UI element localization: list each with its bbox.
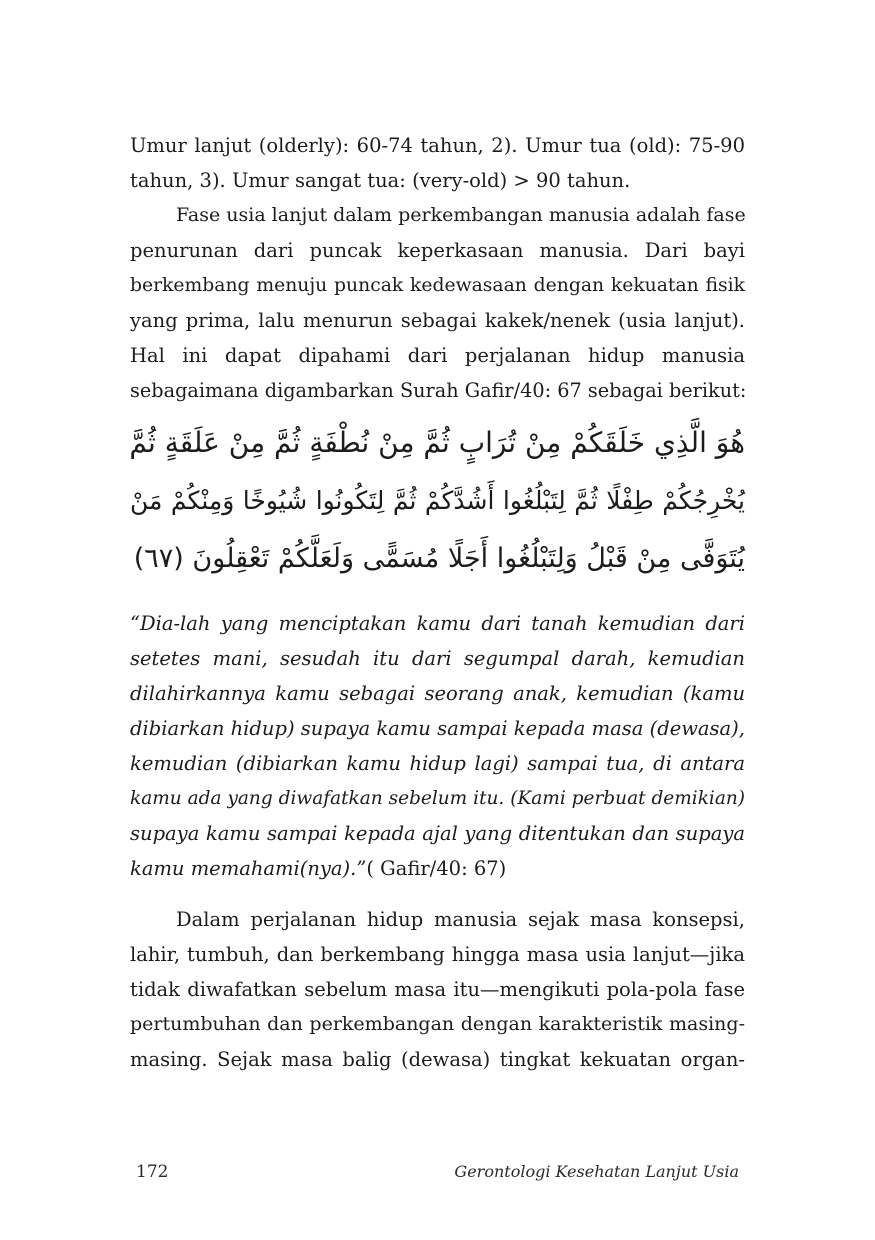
arabic-line: هُوَ الَّذِي خَلَقَكُمْ مِنْ تُرَابٍ ثُمَّ مِنْ نُطْفَةٍ ثُمَّ مِنْ عَلَقَةٍ ثُمَّ xyxy=(129,426,745,459)
text-line: tahun, 3). Umur sangat tua: (very-old) > 90 tahun. xyxy=(130,169,631,192)
text-line: Fase usia lanjut dalam perkembangan manusia adalah fase xyxy=(176,204,746,226)
text-line: dibiarkan hidup) supaya kamu sampai kepada masa (dewasa), xyxy=(130,717,745,740)
page-body xyxy=(130,128,745,1077)
translation-end: kamu memahami(nya).” xyxy=(130,857,367,880)
arabic-line: يُتَوَفَّى مِنْ قَبْلُ وَلِتَبْلُغُوا أَجَلًا مُسَمًّى وَلَعَلَّكُمْ تَعْقِلُونَ (٦٧) xyxy=(133,543,745,574)
text-line: kamu ada yang diwafatkan sebelum itu. (Kami perbuat demikian) xyxy=(130,788,745,809)
arabic-line: يُخْرِجُكُمْ طِفْلًا ثُمَّ لِتَبْلُغُوا أَشُدَّكُمْ ثُمَّ لِتَكُونُوا شُيُوخًا وَمِنْكُمْ مَنْ xyxy=(130,486,745,515)
page-number: 172 xyxy=(136,1162,169,1182)
verse-translation xyxy=(130,606,745,886)
text-line: Dalam perjalanan hidup manusia sejak masa konsepsi, xyxy=(176,908,745,931)
paragraph-perjalanan xyxy=(130,902,745,1077)
text-line: dilahirkannya kamu sebagai seorang anak, kemudian (kamu xyxy=(130,682,745,705)
text-line: sebagaimana digambarkan Surah Gafir/40: 67 sebagai berikut: xyxy=(130,379,747,402)
text-line: Hal ini dapat dipahami dari perjalanan hidup manusia xyxy=(130,344,745,367)
paragraph-fase xyxy=(130,198,745,408)
text-line xyxy=(130,851,745,886)
paragraph-intro xyxy=(130,128,745,198)
text-line: berkembang menuju puncak kedewasaan dengan kekuatan fisik xyxy=(130,275,745,296)
text-line: “Dia-lah yang menciptakan kamu dari tanah kemudian dari xyxy=(130,612,745,635)
text-line: lahir, tumbuh, dan berkembang hingga masa usia lanjut—jika xyxy=(130,943,745,966)
text-line: kemudian (dibiarkan kamu hidup lagi) sampai tua, di antara xyxy=(130,752,745,775)
text-line: penurunan dari puncak keperkasaan manusia. Dari bayi xyxy=(130,239,745,262)
arabic-verse xyxy=(130,414,745,588)
text-line: pertumbuhan dan perkembangan dengan karakteristik masing- xyxy=(130,1013,745,1035)
text-line: supaya kamu sampai kepada ajal yang ditentukan dan supaya xyxy=(130,822,745,845)
text-line: masing. Sejak masa balig (dewasa) tingkat kekuatan organ- xyxy=(130,1048,745,1071)
text-line: setetes mani, sesudah itu dari segumpal darah, kemudian xyxy=(130,647,745,670)
text-line: tidak diwafatkan sebelum masa itu—mengikuti pola-pola fase xyxy=(130,978,745,1001)
text-line: Umur lanjut (olderly): 60-74 tahun, 2). Umur tua (old): 75-90 xyxy=(130,134,745,157)
verse-citation: ( Gafir/40: 67) xyxy=(366,857,507,880)
text-line: yang prima, lalu menurun sebagai kakek/nenek (usia lanjut). xyxy=(130,309,745,332)
running-title: Gerontologi Kesehatan Lanjut Usia xyxy=(454,1162,739,1181)
